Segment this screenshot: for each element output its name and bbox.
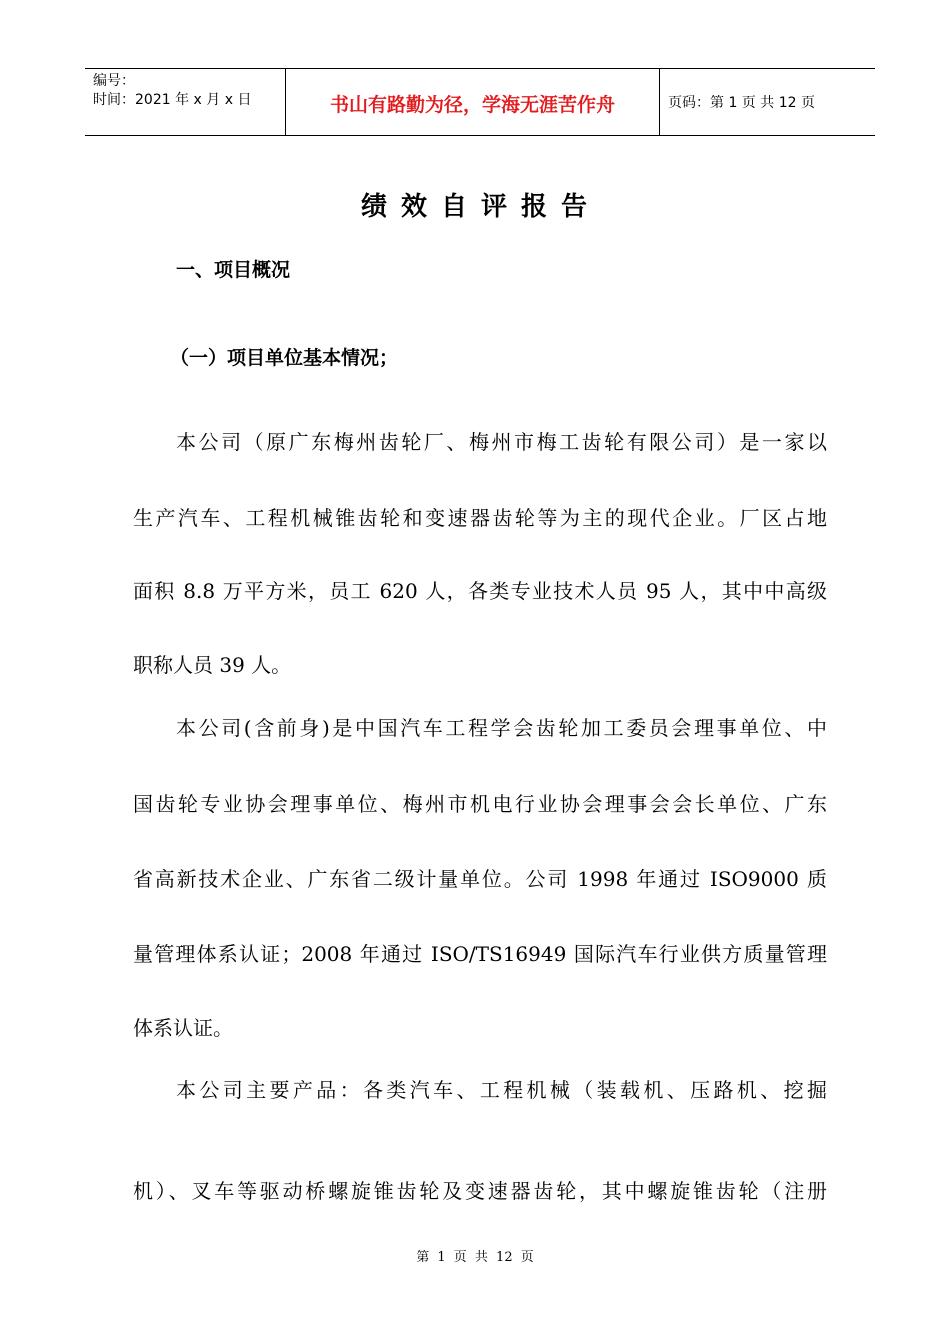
subsection-heading-unit-info: （一）项目单位基本情况； — [170, 347, 399, 369]
paragraph-2-line-2: 国齿轮专业协会理事单位、梅州市机电行业协会理事会会长单位、广东 — [133, 792, 827, 816]
document-title: 绩效自评报告 — [360, 192, 601, 222]
header-page-cell — [660, 69, 875, 135]
paragraph-1-line-2: 生产汽车、工程机械锥齿轮和变速器齿轮等为主的现代企业。厂区占地 — [133, 506, 827, 530]
paragraph-2-line-5: 体系认证。 — [133, 1016, 233, 1040]
section-heading-overview: 一、项目概况 — [176, 259, 291, 281]
paragraph-1-line-3: 面积 8.8 万平方米，员工 620 人，各类专业技术人员 95 人，其中中高级 — [133, 579, 827, 603]
paragraph-1-line-4: 职称人员 39 人。 — [133, 653, 292, 677]
header-motto: 书山有路勤为径，学海无涯苦作舟 — [329, 93, 615, 116]
paragraph-2-line-3: 省高新技术企业、广东省二级计量单位。公司 1998 年通过 ISO9000 质 — [133, 867, 827, 891]
paragraph-3-line-2: 机）、叉车等驱动桥螺旋锥齿轮及变速器齿轮，其中螺旋锥齿轮（注册 — [133, 1179, 827, 1203]
header-motto-cell — [286, 69, 660, 135]
header-page-number: 页码：第 1 页 共 12 页 — [668, 95, 815, 111]
document-number-label: 编号： — [93, 73, 135, 89]
paragraph-2-line-1: 本公司(含前身)是中国汽车工程学会齿轮加工委员会理事单位、中 — [176, 716, 827, 740]
page-footer-number: 第 1 页 共 12 页 — [416, 1250, 534, 1265]
page-header — [85, 68, 875, 136]
document-date-label: 时间：2021 年 x 月 x 日 — [93, 92, 252, 108]
paragraph-3-line-1: 本公司主要产品：各类汽车、工程机械（装载机、压路机、挖掘 — [176, 1078, 827, 1102]
header-meta-cell — [85, 69, 286, 135]
paragraph-2-line-4: 量管理体系认证；2008 年通过 ISO/TS16949 国际汽车行业供方质量管理 — [133, 942, 827, 966]
paragraph-1-line-1: 本公司（原广东梅州齿轮厂、梅州市梅工齿轮有限公司）是一家以 — [176, 430, 827, 454]
